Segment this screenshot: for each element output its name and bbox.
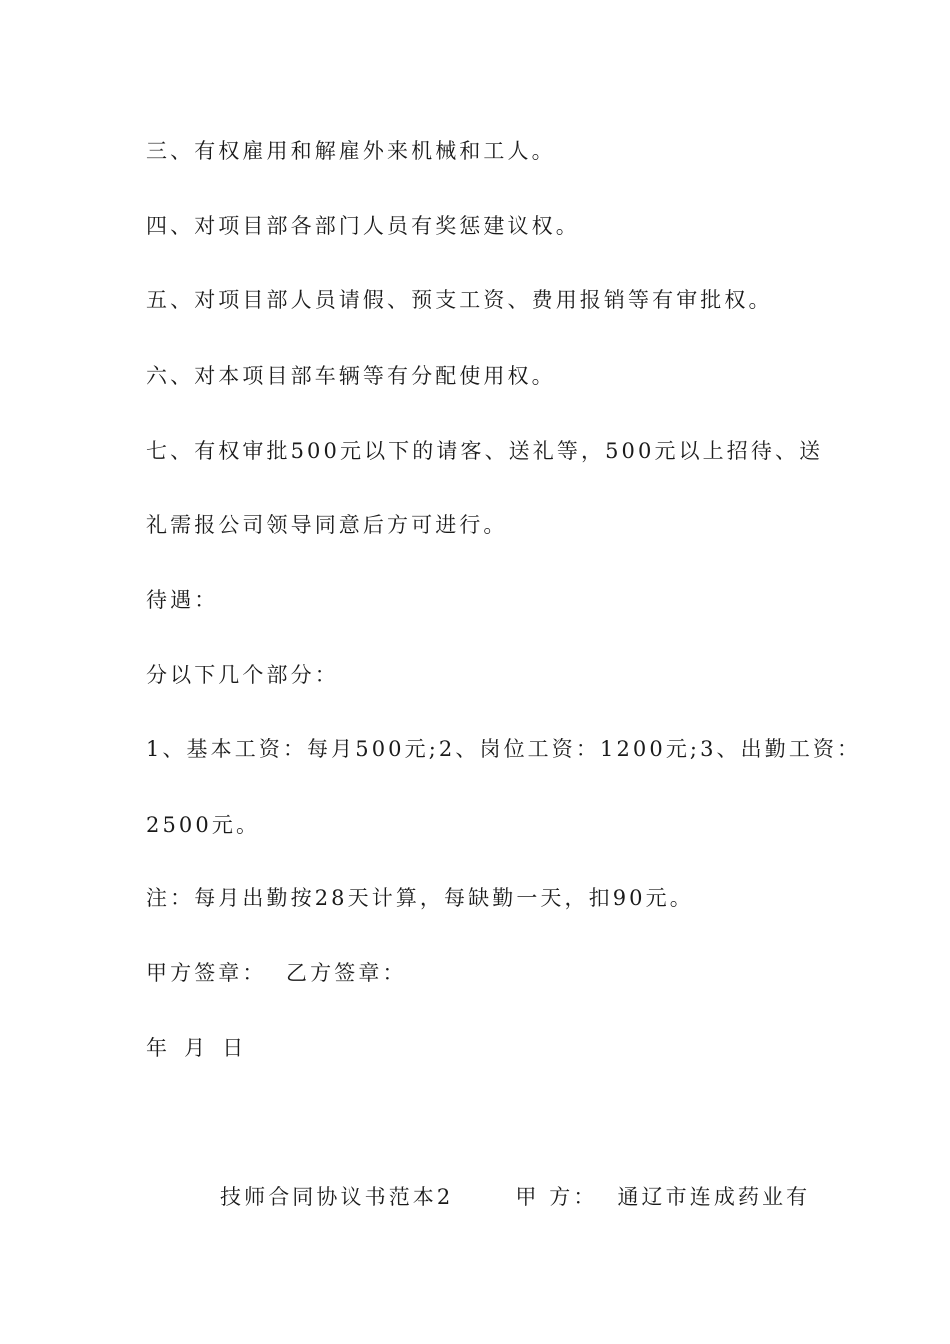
party-a-label: 甲 方： (515, 1185, 598, 1209)
date-year-label: 年 (146, 1036, 171, 1060)
paragraph-clause-7-line-2: 礼需报公司领导同意后方可进行。 (146, 513, 508, 537)
next-contract-header (220, 1183, 810, 1211)
paragraph-clause-4: 四、对项目部各部门人员有奖惩建议权。 (146, 214, 580, 238)
paragraph-clause-3: 三、有权雇用和解雇外来机械和工人。 (146, 139, 556, 163)
paragraph-salary-line-2: 2500元。 (146, 813, 261, 837)
paragraph-clause-7-line-1: 七、有权审批500元以下的请客、送礼等，500元以上招待、送 (146, 439, 824, 463)
paragraph-clause-6: 六、对本项目部车辆等有分配使用权。 (146, 364, 556, 388)
date-month-label: 月 (184, 1036, 209, 1060)
date-day-label: 日 (222, 1036, 247, 1060)
date-line (146, 1034, 260, 1062)
paragraph-parts-intro: 分以下几个部分： (146, 663, 339, 687)
paragraph-salary-line-1: 1、基本工资：每月500元;2、岗位工资：1200元;3、出勤工资： (146, 737, 862, 761)
signature-line: 甲方签章： 乙方签章： (146, 961, 407, 985)
heading-treatment: 待遇： (146, 588, 219, 612)
party-a-value: 通辽市连成药业有 (617, 1185, 811, 1209)
paragraph-note: 注：每月出勤按28天计算，每缺勤一天，扣90元。 (146, 886, 694, 910)
paragraph-clause-5: 五、对项目部人员请假、预支工资、费用报销等有审批权。 (146, 288, 773, 312)
next-contract-title: 技师合同协议书范本2 (220, 1185, 454, 1209)
